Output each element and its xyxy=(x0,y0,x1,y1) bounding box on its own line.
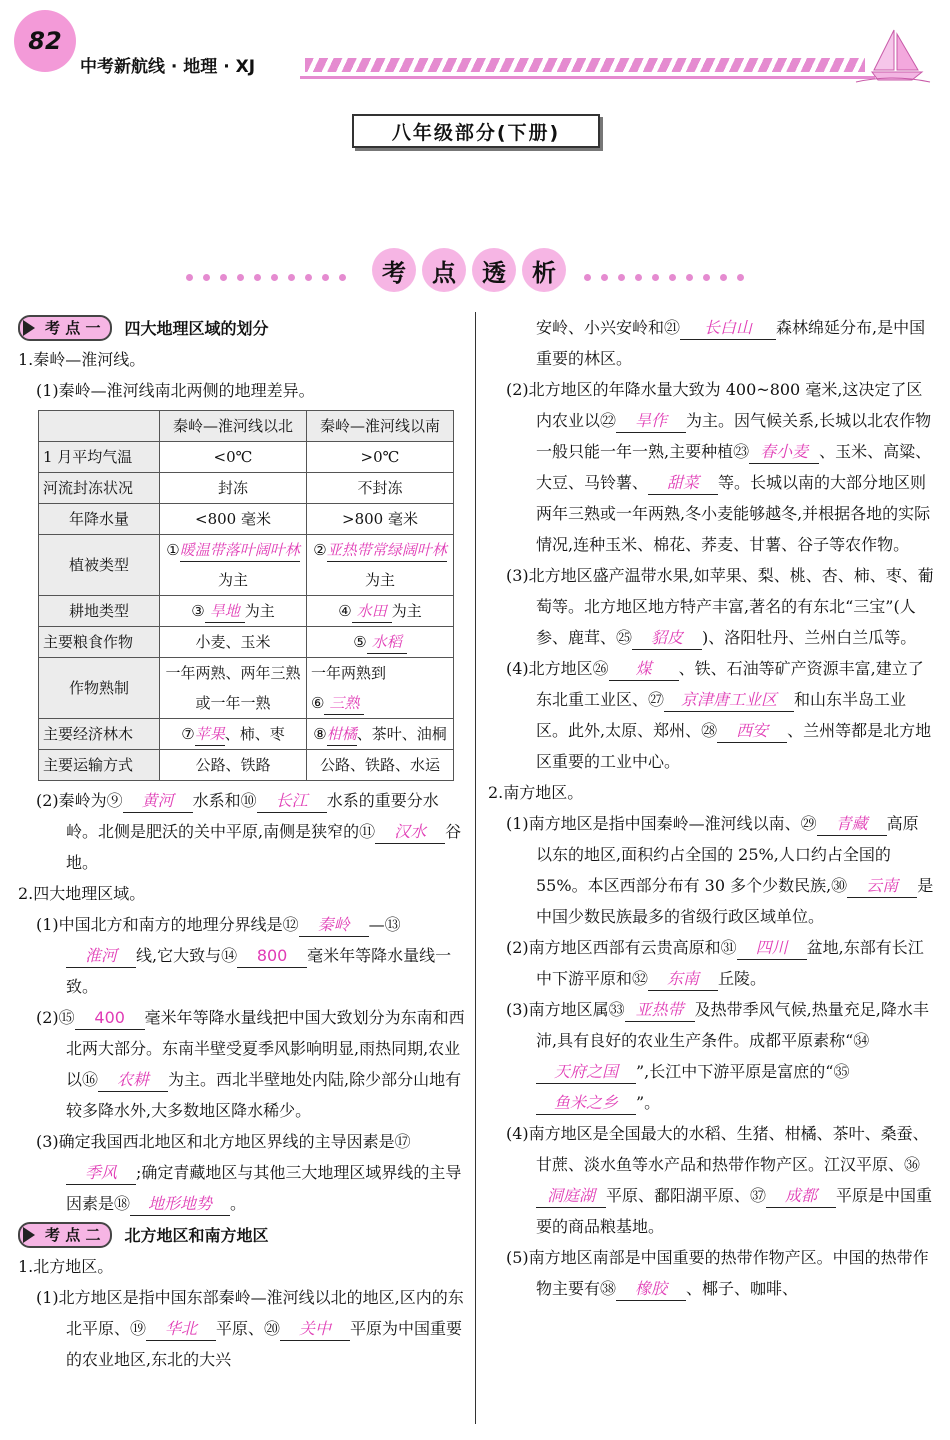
right-column xyxy=(488,312,934,1304)
answer-blank: 汉水 xyxy=(375,821,445,844)
answer-blank: 长江 xyxy=(257,790,327,813)
answer-blank: 鱼米之乡 xyxy=(536,1092,636,1115)
right-r8: (4)南方地区是全国最大的水稻、生猪、柑橘、茶叶、桑蚕、甘蔗、淡水鱼等水产品和热带作物产区。江汉平原、㊱洞庭湖 平原、鄱阳湖平原、㊲ 成都 平原是中国重要的商品粮基地。 xyxy=(506,1124,933,1236)
cell-south: ⑧柑橘、茶叶、油桐 xyxy=(307,719,454,750)
th-south: 秦岭—淮河线以南 xyxy=(307,411,454,442)
answer-blank: 800 xyxy=(237,945,307,968)
answer-blank: 秦岭 xyxy=(299,914,369,937)
answer-blank: 旱地 xyxy=(205,600,245,623)
answer-blank: 关中 xyxy=(280,1318,350,1341)
section-title-char: 析 xyxy=(522,248,566,292)
row-label: 主要粮食作物 xyxy=(39,627,160,658)
answer-blank: 400 xyxy=(75,1007,145,1030)
table-row xyxy=(39,535,454,596)
section-title-char: 考 xyxy=(372,248,416,292)
right-r5: (1)南方地区是指中国秦岭—淮河线以南、㉙ 青藏 高原以东的地区,面积约占全国的 25%,人口约占全国的 55%。本区西部分布有 30 多个少数民族,㉚ 云南 是中国少数民族最多的省级行政区域单位。 xyxy=(506,814,934,926)
left-q21: (1)中国北方和南方的地理分界线是⑫ 秦岭 —⑬淮河 线,它大致与⑭ 800 毫米年等降水量线一致。 xyxy=(36,915,452,996)
th-north: 秦岭—淮河线以北 xyxy=(160,411,307,442)
answer-blank: 东南 xyxy=(648,968,718,991)
answer-blank: 亚热带常绿阔叶林 xyxy=(327,539,447,562)
left-l3: 2.四大地理区域。 xyxy=(18,884,146,903)
answer-blank: 亚热带 xyxy=(625,999,695,1022)
running-title: 中考新航线 · 地理 · XJ xyxy=(80,57,256,77)
answer-blank: 洞庭湖 xyxy=(536,1185,606,1208)
answer-blank: 水田 xyxy=(352,600,392,623)
sailboat-icon xyxy=(852,24,932,84)
row-label: 主要经济林木 xyxy=(39,719,160,750)
cell-south: 一年两熟到 ⑥ 三熟 xyxy=(307,658,454,719)
page-number xyxy=(14,10,76,72)
answer-blank: 地形地势 xyxy=(130,1193,230,1216)
answer-blank: 农耕 xyxy=(98,1069,168,1092)
cell-south: 不封冻 xyxy=(307,473,454,504)
left-q2: (2)秦岭为⑨ 黄河 水系和⑩ 长江 水系的重要分水岭。北侧是肥沃的关中平原,南侧是狭窄的⑪ 汉水 谷地。 xyxy=(36,791,462,872)
answer-blank: 西安 xyxy=(717,720,787,743)
answer-blank: 暖温带落叶阔叶林 xyxy=(180,539,300,562)
cell-south: ④ 水田 为主 xyxy=(307,596,454,627)
right-r0: 安岭、小兴安岭和㉑ 长白山 森林绵延分布,是中国重要的林区。 xyxy=(536,318,926,368)
right-r2: (3)北方地区盛产温带水果,如苹果、梨、桃、杏、柿、枣、葡萄等。北方地区地方特产丰富,著名的有东北“三宝”(人参、鹿茸、㉕ 貂皮 )、洛阳牡丹、兰州白兰瓜等。 xyxy=(488,560,934,653)
cell-south: ⑤ 水稻 xyxy=(307,627,454,658)
cell-north: ①暖温带落叶阔叶林为主 xyxy=(160,535,307,596)
answer-blank: 淮河 xyxy=(66,945,136,968)
answer-blank: 甜菜 xyxy=(648,472,718,495)
cell-south: >800 毫米 xyxy=(307,504,454,535)
cell-south: ②亚热带常绿阔叶林为主 xyxy=(307,535,454,596)
dots-left xyxy=(186,266,356,274)
row-label: 1 月平均气温 xyxy=(39,442,160,473)
kd1-badge: 考 点 一 xyxy=(18,315,112,341)
section-title-char: 透 xyxy=(472,248,516,292)
answer-blank: 四川 xyxy=(737,937,807,960)
table-row xyxy=(39,719,454,750)
part-title: 八年级部分(下册) xyxy=(352,114,600,148)
left-column xyxy=(18,312,466,1375)
answer-blank: 长白山 xyxy=(680,317,776,340)
answer-blank: 煤 xyxy=(609,658,679,681)
header-rule xyxy=(300,76,875,79)
table-row xyxy=(39,627,454,658)
answer-blank: 苹果 xyxy=(195,723,225,746)
answer-blank: 橡胶 xyxy=(616,1278,686,1301)
right-r4: 2.南方地区。 xyxy=(488,783,584,802)
left-q22: (2)⑮ 400 毫米年等降水量线把中国大致划分为东南和西北两大部分。东南半壁受夏季风影响明显,雨热同期,农业以⑯ 农耕 为主。西北半壁地处内陆,除少部分山地有较多降水外,大多数地区降水稀少。 xyxy=(36,1008,465,1120)
answer-blank: 云南 xyxy=(847,875,917,898)
table-row xyxy=(39,442,454,473)
cell-north: 公路、铁路 xyxy=(160,750,307,781)
triangle-icon xyxy=(23,1227,35,1243)
left-q31: (1)北方地区是指中国东部秦岭—淮河线以北的地区,区内的东北平原、⑲ 华北 平原、⑳ 关中 平原为中国重要的农业地区,东北的大兴 xyxy=(36,1288,464,1369)
answer-blank: 三熟 xyxy=(324,692,364,715)
row-label: 耕地类型 xyxy=(39,596,160,627)
answer-blank: 华北 xyxy=(146,1318,216,1341)
left-q23: (3)确定我国西北地区和北方地区界线的主导因素是⑰季风 ;确定青藏地区与其他三大地理区域界线的主导因素是⑱ 地形地势 。 xyxy=(18,1126,466,1219)
header-stripe xyxy=(305,58,865,72)
section-title-char: 点 xyxy=(422,248,466,292)
left-l1: 1.秦岭—淮河线。 xyxy=(18,350,146,369)
comparison-table xyxy=(38,410,454,781)
row-label: 作物熟制 xyxy=(39,658,160,719)
cell-south: >0℃ xyxy=(307,442,454,473)
cell-north: ⑦苹果、柿、枣 xyxy=(160,719,307,750)
dots-right xyxy=(584,266,754,274)
column-divider xyxy=(475,312,476,1424)
answer-blank: 天府之国 xyxy=(536,1061,636,1084)
cell-north: 小麦、玉米 xyxy=(160,627,307,658)
kd2-title: 北方地区和南方地区 xyxy=(124,1225,269,1245)
cell-north: ③ 旱地 为主 xyxy=(160,596,307,627)
answer-blank: 春小麦 xyxy=(749,441,819,464)
table-row xyxy=(39,596,454,627)
answer-blank: 貂皮 xyxy=(632,627,702,650)
answer-blank: 京津唐工业区 xyxy=(664,689,794,712)
table-row xyxy=(39,750,454,781)
cell-south: 公路、铁路、水运 xyxy=(307,750,454,781)
row-label: 植被类型 xyxy=(39,535,160,596)
left-l2: (1)秦岭—淮河线南北两侧的地理差异。 xyxy=(36,381,315,400)
right-r7: (3)南方地区属㉝ 亚热带 及热带季风气候,热量充足,降水丰沛,具有良好的农业生产条件。成都平原素称“㉞天府之国 ”,长江中下游平原是富庶的“㉟鱼米之乡 ”。 xyxy=(488,994,934,1118)
row-label: 河流封冻状况 xyxy=(39,473,160,504)
table-row xyxy=(39,473,454,504)
kd2-heading xyxy=(18,1221,466,1249)
row-label: 主要运输方式 xyxy=(39,750,160,781)
right-r6: (2)南方地区西部有云贵高原和㉛ 四川 盆地,东部有长江中下游平原和㉜ 东南 丘陵。 xyxy=(488,932,934,994)
right-r3: (4)北方地区㉖ 煤 、铁、石油等矿产资源丰富,建立了东北重工业区、㉗ 京津唐工业区 和山东半岛工业区。此外,太原、郑州、㉘ 西安 、兰州等都是北方地区重要的工业中心。 xyxy=(506,659,932,771)
answer-blank: 黄河 xyxy=(123,790,193,813)
kd2-badge: 考 点 二 xyxy=(18,1222,112,1248)
table-row xyxy=(39,504,454,535)
answer-blank: 旱作 xyxy=(616,410,686,433)
right-r9: (5)南方地区南部是中国重要的热带作物产区。中国的热带作物主要有㊳ 橡胶 、椰子、咖啡、 xyxy=(488,1242,934,1304)
table-row xyxy=(39,658,454,719)
answer-blank: 成都 xyxy=(766,1185,836,1208)
cell-north: <0℃ xyxy=(160,442,307,473)
section-title xyxy=(372,248,566,292)
answer-blank: 柑橘 xyxy=(327,723,357,746)
kd1-heading xyxy=(18,314,466,342)
cell-north: <800 毫米 xyxy=(160,504,307,535)
answer-blank: 季风 xyxy=(66,1162,136,1185)
cell-north: 封冻 xyxy=(160,473,307,504)
triangle-icon xyxy=(23,320,35,336)
answer-blank: 青藏 xyxy=(817,813,887,836)
kd1-title: 四大地理区域的划分 xyxy=(124,318,269,338)
left-l4: 1.北方地区。 xyxy=(18,1257,114,1276)
right-r1: (2)北方地区的年降水量大致为 400~800 毫米,这决定了区内农业以㉒ 旱作 为主。因气候关系,长城以北农作物一般只能一年一熟,主要种植㉓ 春小麦 、玉米、高粱、大豆、马铃薯、 甜菜 等。长城以南的大部分地区则两年三熟或一年两熟,冬小麦能够越冬,并根据各地的实际情况,连种玉米、棉花、荞麦、甘薯、谷子等农作物。 xyxy=(506,380,932,554)
page-number-text: 82 xyxy=(28,27,62,55)
answer-blank: 水稻 xyxy=(367,631,407,654)
row-label: 年降水量 xyxy=(39,504,160,535)
cell-north: 一年两熟、两年三熟或一年一熟 xyxy=(160,658,307,719)
